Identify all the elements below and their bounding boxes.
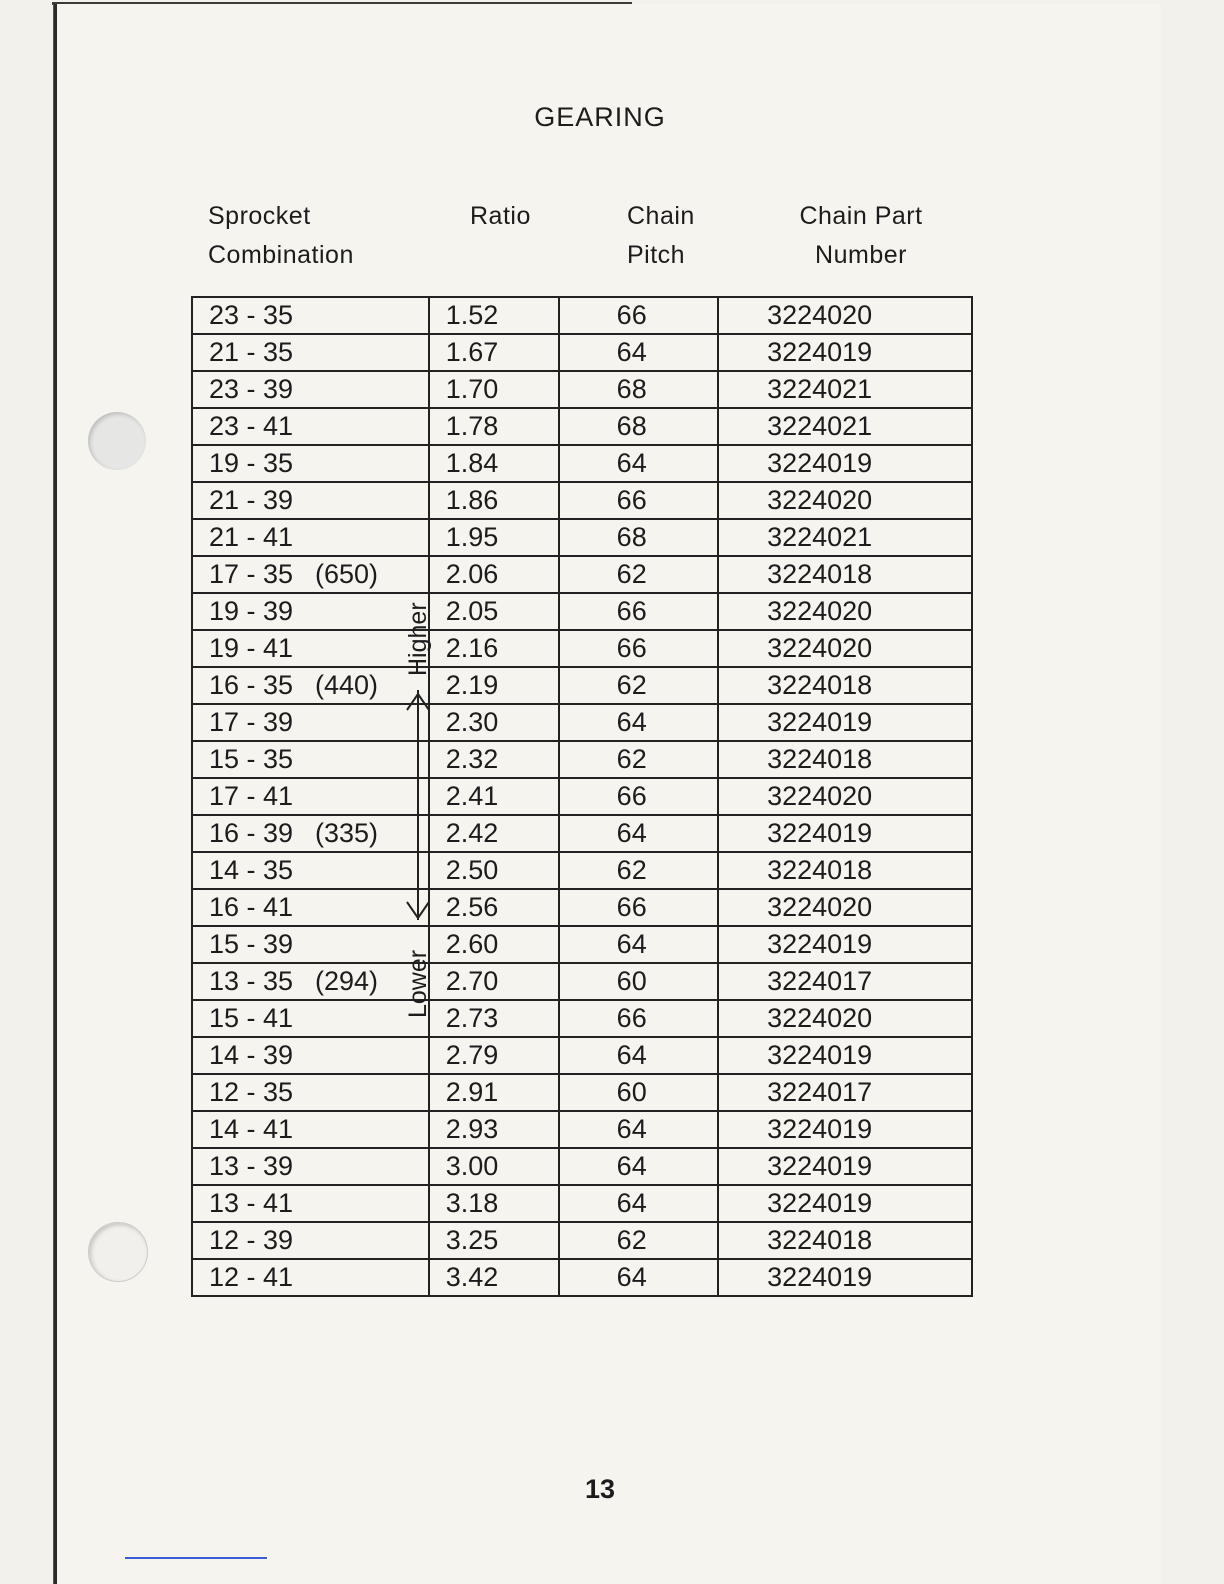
cell-sprocket-combination — [192, 889, 429, 926]
cell-ratio: 2.91 — [429, 1074, 560, 1111]
cell-chain-part-number: 3224019 — [718, 1259, 972, 1296]
cell-sprocket-combination — [192, 1037, 429, 1074]
cell-ratio: 1.67 — [429, 334, 560, 371]
cell-chain-pitch: 64 — [559, 1111, 718, 1148]
binder-hole-bottom — [88, 1222, 148, 1282]
cell-sprocket-combination — [192, 482, 429, 519]
table-row — [192, 371, 972, 408]
combo-value: 21 - 41 — [209, 522, 294, 552]
cell-chain-part-number: 3224018 — [718, 556, 972, 593]
cell-ratio: 2.73 — [429, 1000, 560, 1037]
gearing-table — [191, 296, 973, 1297]
cell-chain-pitch: 66 — [559, 593, 718, 630]
cell-chain-part-number: 3224019 — [718, 926, 972, 963]
table-row — [192, 482, 972, 519]
cell-chain-pitch: 64 — [559, 445, 718, 482]
cell-ratio: 1.84 — [429, 445, 560, 482]
combo-value: 17 - 41 — [209, 781, 294, 811]
combo-value: 23 - 35 — [209, 300, 294, 330]
table-row — [192, 445, 972, 482]
cell-chain-pitch: 66 — [559, 778, 718, 815]
table-row — [192, 741, 972, 778]
cell-chain-pitch: 64 — [559, 926, 718, 963]
cell-sprocket-combination — [192, 556, 429, 593]
header-chain-part-number: Chain Part Number — [799, 202, 923, 269]
cell-chain-pitch: 66 — [559, 889, 718, 926]
header-chain-pitch: Chain Pitch — [627, 202, 695, 269]
combo-value: 19 - 39 — [209, 596, 294, 626]
cell-chain-part-number: 3224021 — [718, 519, 972, 556]
cell-chain-part-number: 3224019 — [718, 815, 972, 852]
table-row — [192, 1259, 972, 1296]
cell-sprocket-combination — [192, 445, 429, 482]
cell-ratio: 2.05 — [429, 593, 560, 630]
engine-size: (294) — [315, 966, 379, 996]
bottom-link-underline — [125, 1557, 267, 1559]
cell-chain-part-number: 3224020 — [718, 889, 972, 926]
combo-value: 17 - 35 — [209, 559, 294, 589]
lower-label: Lower — [404, 949, 432, 1018]
engine-size: (440) — [315, 670, 379, 700]
combo-value: 12 - 39 — [209, 1225, 294, 1255]
cell-sprocket-combination — [192, 1074, 429, 1111]
cell-sprocket-combination — [192, 371, 429, 408]
table-row — [192, 1037, 972, 1074]
cell-sprocket-combination — [192, 1111, 429, 1148]
cell-chain-part-number: 3224019 — [718, 1185, 972, 1222]
table-row — [192, 334, 972, 371]
combo-value: 15 - 39 — [209, 929, 294, 959]
cell-chain-pitch: 66 — [559, 482, 718, 519]
combo-value: 12 - 35 — [209, 1077, 294, 1107]
cell-ratio: 3.18 — [429, 1185, 560, 1222]
header-ratio: Ratio — [470, 202, 531, 230]
cell-ratio: 2.30 — [429, 704, 560, 741]
cell-ratio: 2.41 — [429, 778, 560, 815]
cell-chain-part-number: 3224021 — [718, 371, 972, 408]
cell-sprocket-combination — [192, 297, 429, 334]
cell-sprocket-combination — [192, 1185, 429, 1222]
table-row — [192, 297, 972, 334]
cell-chain-part-number: 3224020 — [718, 1000, 972, 1037]
cell-chain-pitch: 68 — [559, 371, 718, 408]
combo-value: 15 - 35 — [209, 744, 294, 774]
table-row — [192, 704, 972, 741]
combo-value: 23 - 39 — [209, 374, 294, 404]
cell-ratio: 2.93 — [429, 1111, 560, 1148]
cell-chain-part-number: 3224020 — [718, 630, 972, 667]
cell-sprocket-combination — [192, 926, 429, 963]
cell-sprocket-combination — [192, 630, 429, 667]
cell-ratio: 3.25 — [429, 1222, 560, 1259]
cell-chain-part-number: 3224018 — [718, 1222, 972, 1259]
combo-value: 21 - 35 — [209, 337, 294, 367]
combo-value: 23 - 41 — [209, 411, 294, 441]
combo-value: 13 - 35 — [209, 966, 294, 996]
cell-chain-pitch: 60 — [559, 1074, 718, 1111]
combo-value: 21 - 39 — [209, 485, 294, 515]
cell-ratio: 1.95 — [429, 519, 560, 556]
table-row — [192, 1074, 972, 1111]
cell-chain-pitch: 60 — [559, 963, 718, 1000]
combo-value: 14 - 39 — [209, 1040, 294, 1070]
cell-chain-pitch: 62 — [559, 741, 718, 778]
cell-chain-pitch: 62 — [559, 852, 718, 889]
table-row — [192, 519, 972, 556]
combo-value: 12 - 41 — [209, 1262, 294, 1292]
table-row — [192, 630, 972, 667]
page-number: 13 — [584, 1474, 616, 1504]
cell-chain-pitch: 68 — [559, 408, 718, 445]
cell-chain-pitch: 64 — [559, 1148, 718, 1185]
cell-ratio: 1.52 — [429, 297, 560, 334]
binder-hole-top — [88, 412, 146, 470]
cell-chain-pitch: 64 — [559, 704, 718, 741]
cell-chain-part-number: 3224020 — [718, 482, 972, 519]
cell-chain-part-number: 3224020 — [718, 778, 972, 815]
table-row — [192, 556, 972, 593]
cell-chain-pitch: 62 — [559, 556, 718, 593]
table-row — [192, 1000, 972, 1037]
combo-value: 16 - 39 — [209, 818, 294, 848]
cell-sprocket-combination — [192, 1259, 429, 1296]
table-row — [192, 963, 972, 1000]
cell-ratio: 2.50 — [429, 852, 560, 889]
cell-chain-part-number: 3224020 — [718, 297, 972, 334]
table-row — [192, 408, 972, 445]
cell-ratio: 2.70 — [429, 963, 560, 1000]
combo-value: 16 - 41 — [209, 892, 294, 922]
combo-value: 15 - 41 — [209, 1003, 294, 1033]
combo-value: 14 - 35 — [209, 855, 294, 885]
cell-sprocket-combination — [192, 334, 429, 371]
cell-ratio: 1.70 — [429, 371, 560, 408]
cell-sprocket-combination — [192, 741, 429, 778]
combo-value: 17 - 39 — [209, 707, 294, 737]
table-row — [192, 889, 972, 926]
table-row — [192, 1148, 972, 1185]
cell-chain-pitch: 64 — [559, 1259, 718, 1296]
cell-chain-part-number: 3224018 — [718, 667, 972, 704]
table-row — [192, 778, 972, 815]
cell-chain-part-number: 3224019 — [718, 704, 972, 741]
cell-sprocket-combination — [192, 704, 429, 741]
cell-sprocket-combination — [192, 519, 429, 556]
cell-chain-part-number: 3224021 — [718, 408, 972, 445]
cell-sprocket-combination — [192, 963, 429, 1000]
cell-sprocket-combination — [192, 1000, 429, 1037]
cell-chain-part-number: 3224017 — [718, 963, 972, 1000]
cell-ratio: 2.42 — [429, 815, 560, 852]
table-row — [192, 852, 972, 889]
combo-value: 14 - 41 — [209, 1114, 294, 1144]
cell-chain-part-number: 3224018 — [718, 852, 972, 889]
cell-sprocket-combination — [192, 1222, 429, 1259]
cell-ratio: 2.16 — [429, 630, 560, 667]
cell-chain-pitch: 62 — [559, 1222, 718, 1259]
table-row — [192, 1185, 972, 1222]
cell-sprocket-combination — [192, 408, 429, 445]
cell-chain-pitch: 64 — [559, 1185, 718, 1222]
table-row — [192, 926, 972, 963]
cell-chain-pitch: 66 — [559, 1000, 718, 1037]
cell-chain-part-number: 3224019 — [718, 1111, 972, 1148]
cell-chain-pitch: 64 — [559, 1037, 718, 1074]
page-title: GEARING — [534, 102, 666, 132]
cell-ratio: 3.42 — [429, 1259, 560, 1296]
cell-ratio: 2.19 — [429, 667, 560, 704]
cell-ratio: 2.56 — [429, 889, 560, 926]
cell-sprocket-combination — [192, 815, 429, 852]
combo-value: 19 - 35 — [209, 448, 294, 478]
combo-value: 19 - 41 — [209, 633, 294, 663]
table-row — [192, 667, 972, 704]
combo-value: 16 - 35 — [209, 670, 294, 700]
higher-label: Higher — [404, 602, 432, 676]
table-row — [192, 1111, 972, 1148]
cell-chain-part-number: 3224020 — [718, 593, 972, 630]
cell-chain-part-number: 3224018 — [718, 741, 972, 778]
cell-chain-part-number: 3224019 — [718, 1037, 972, 1074]
combo-value: 13 - 39 — [209, 1151, 294, 1181]
cell-ratio: 1.78 — [429, 408, 560, 445]
cell-chain-pitch: 68 — [559, 519, 718, 556]
cell-chain-pitch: 66 — [559, 630, 718, 667]
cell-chain-part-number: 3224017 — [718, 1074, 972, 1111]
cell-sprocket-combination — [192, 852, 429, 889]
cell-ratio: 1.86 — [429, 482, 560, 519]
combo-value: 13 - 41 — [209, 1188, 294, 1218]
cell-chain-pitch: 66 — [559, 297, 718, 334]
engine-size: (335) — [315, 818, 379, 848]
cell-sprocket-combination — [192, 593, 429, 630]
cell-sprocket-combination — [192, 778, 429, 815]
cell-chain-part-number: 3224019 — [718, 334, 972, 371]
cell-chain-pitch: 62 — [559, 667, 718, 704]
header-sprocket-combination: Sprocket Combination — [208, 202, 354, 269]
table-row — [192, 1222, 972, 1259]
cell-sprocket-combination — [192, 1148, 429, 1185]
cell-chain-part-number: 3224019 — [718, 1148, 972, 1185]
cell-sprocket-combination — [192, 667, 429, 704]
cell-ratio: 2.32 — [429, 741, 560, 778]
cell-chain-pitch: 64 — [559, 815, 718, 852]
table-row — [192, 815, 972, 852]
cell-ratio: 2.79 — [429, 1037, 560, 1074]
cell-chain-pitch: 64 — [559, 334, 718, 371]
engine-size: (650) — [315, 559, 379, 589]
cell-ratio: 2.06 — [429, 556, 560, 593]
cell-chain-part-number: 3224019 — [718, 445, 972, 482]
cell-ratio: 3.00 — [429, 1148, 560, 1185]
table-row — [192, 593, 972, 630]
cell-ratio: 2.60 — [429, 926, 560, 963]
